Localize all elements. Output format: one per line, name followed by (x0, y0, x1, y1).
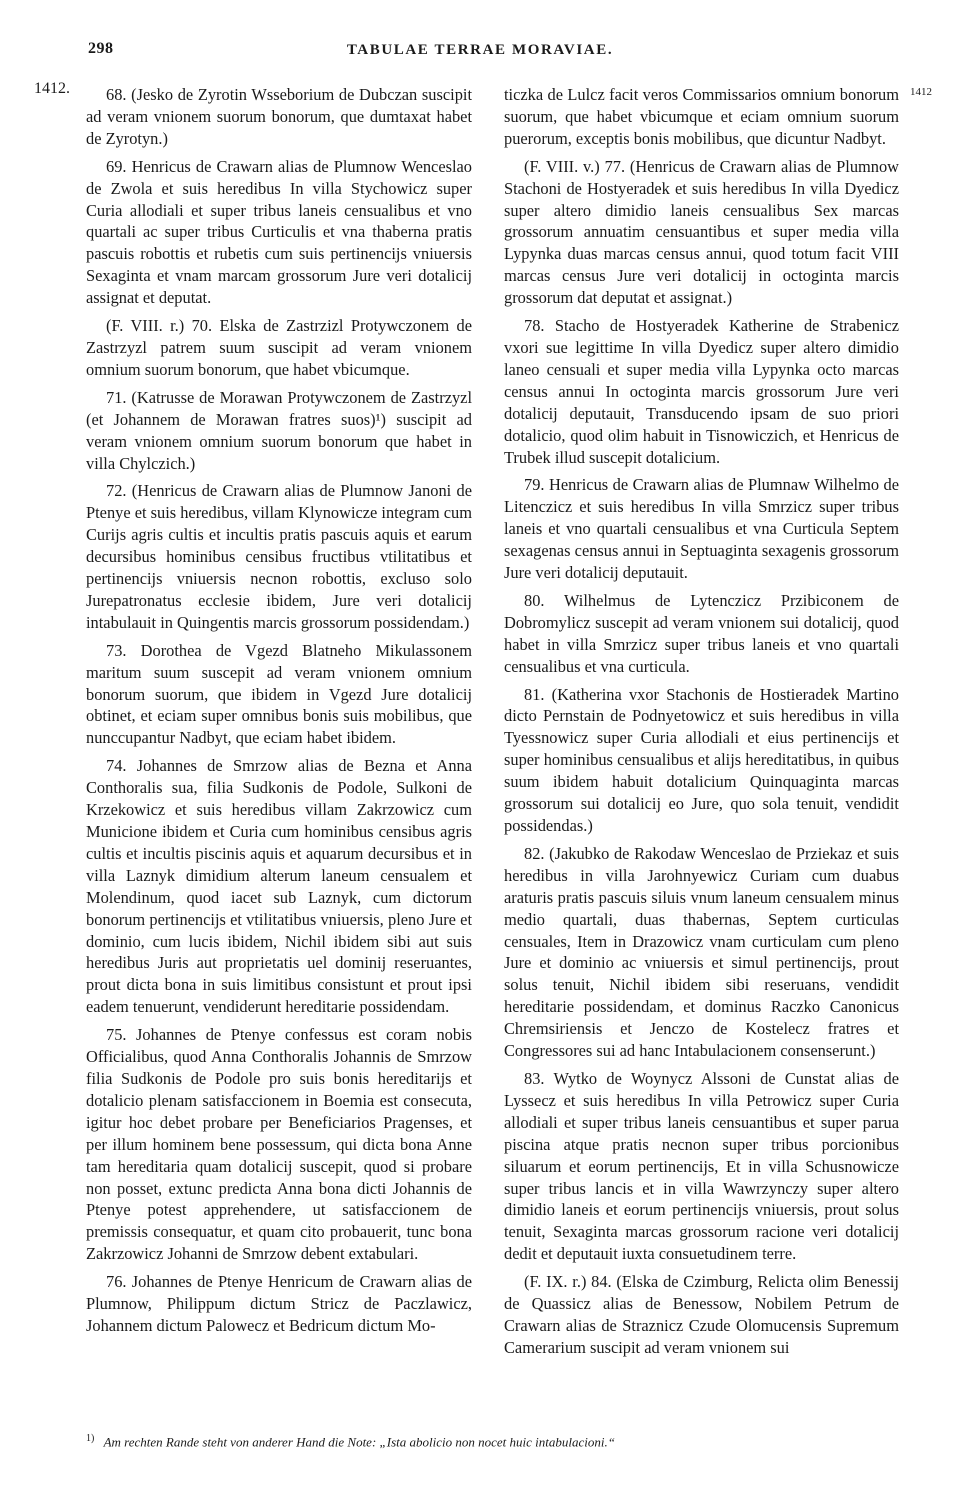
entry-paragraph: 78. Stacho de Hostyeradek Katherine de Strabenicz vxori sue legittime In villa Dyedicz super altero dimidio laneo censuali et super media villa Lypynka octo marcas census annui In octoginta marcis grossorum Jure veri dotalicij deputauit, Transducendo ipsam de suo priori dotalicio, quod olim habuit in Tisnowiczich, et Henricus de Trubek illud suscepit dotalicium. (504, 316, 899, 467)
entry-paragraph: 73. Dorothea de Vgezd Blatneho Mikulassonem maritum suum suscepit ad veram vnionem omnium bonorum suorum, que ibidem in Vgezd Jure dotalicij obtinet, et eciam super omnibus bonis suis mobilibus, que nunccupantur Nadbyt, que eciam habet ibidem. (86, 640, 472, 748)
footnote (86, 1433, 906, 1450)
entry-paragraph: 75. Johannes de Ptenye confessus est coram nobis Officialibus, quod Anna Conthoralis Johannis de Smrzow filia Sudkonis de Podole pro suis bonis hereditarijs et dotalicio plenam satisfaccionem in Boemia est consecuta, igitur hoc debet probare per Beneficiarios Pragenses, et per illum hominem bene possessum, qui dicta bona Anne tam hereditaria quam dotalicij suscepit, quod si probare non posset, extunc predicta Anna bona dicti Johannis de Ptenye potest apprehendere, ut satisfaccionem de premissis consequatur, et quam cito probauerit, tunc bona Zakrzowicz Johanni de Smrzow debent extabulari. (86, 1025, 472, 1264)
entry-paragraph: 80. Wilhelmus de Lytenczicz Przibiconem de Dobromylicz suscepit ad veram vnionem sui dotalicij, quod habet in villa Smrzicz super tribus laneis et vno quartali censualibus et vna curticula. (504, 590, 899, 676)
footnote-text: Am rechten Rande steht von anderer Hand die Note: „Ista abolicio non nocet huic intabulacioni.“ (103, 1434, 615, 1450)
entry-paragraph: 74. Johannes de Smrzow alias de Bezna et Anna Conthoralis sua, filia Sudkonis de Podole, Sulkoni de Krzekowicz et suis heredibus villam Zakrzowicz cum Municione ibidem et Curia cum hominibus censibus agris cultis et incultis piscinis aquis et aquarum decursibus et in villa Laznyk dimidium alterum laneum censualem et Molendinum, quod iacet sub Laznyk, cum dictorum bonorum pertinencijs et vtilitatibus vniuersis, pleno Jure et dominio, cum lucis ibidem, Nichil ibidem sibi aut suis heredibus Juris aut proprietatis uel dominij reseruantes, prout dicta bona in suis limitibus consistunt et prout ipsi eadem tenuerunt, vendiderunt hereditarie possidendam. (86, 756, 472, 1017)
margin-year-left: 1412. (34, 80, 70, 97)
entry-paragraph: 72. (Henricus de Crawarn alias de Plumnow Janoni de Ptenye et suis heredibus, villam Klynowicze integram cum Curijs agris cultis et incultis pratis pascuis aquis et earum decursibus hominibus censibus fructibus vtilitatibus et pertinencijs vniuersis necnon robottis, excluso solo Jurepatronatus ecclesie ibidem, Jure veri dotalicij intabulauit in Quingentis marcis grossorum possidendam.) (86, 481, 472, 632)
footnote-mark: 1) (86, 1433, 95, 1444)
entry-paragraph: 68. (Jesko de Zyrotin Wsseborium de Dubczan suscipit ad veram vnionem suorum bonorum, que dumtaxat habet de Zyrotyn.) (86, 85, 472, 148)
entry-paragraph: 83. Wytko de Woynycz Alssoni de Cunstat alias de Lyssecz et suis heredibus In villa Petrowicz super Curia allodiali et super tribus laneis censuantibus et super parua piscina atque pratis necnon super tribus porcionibus siluarum et eorum pertinencijs, Et in villa Schusnowicze super tribus lancis et in villa Wawrzynczy super altero dimidio laneis et eorum pertinencijs vniuersis, prout solus tenuit, Sexaginta marcas grossorum racione veri dotalicij dedit et deputauit iuxta consuetudinem terre. (504, 1068, 899, 1264)
entry-paragraph: 79. Henricus de Crawarn alias de Plumnaw Wilhelmo de Litenczicz et suis heredibus In villa Smrzicz super tribus laneis et vno quartali censualibus et vna Curticula Septem sexagenas census annui in Septuaginta sexagenis grossorum Jure veri dotalicij deputauit. (504, 475, 899, 583)
left-column (86, 84, 472, 1343)
entry-paragraph: 81. (Katherina vxor Stachonis de Hostieradek Martino dicto Pernstain de Podnyetowicz et suis heredibus in villa Tyessnowicz super Curia allodiali et eius pertinencijs et super hominibus censualibus et alijs hereditatibus, in quibus suum ibidem habuit dotalicium Quinquaginta marcas grossorum sui dotalicij eo Jure, quo sola tenuit, vendidit possidendas.) (504, 684, 899, 835)
right-column (504, 84, 899, 1365)
page-number: 298 (88, 40, 114, 57)
entry-paragraph: (F. VIII. v.) 77. (Henricus de Crawarn alias de Plumnow Stachoni de Hostyeradek et suis heredibus In villa Dyedicz super altero dimidio laneis censualibus Sex marcas grossorum annuatim censuantibus et super media villa Lypynka duas marcas census annui, quod totum facit VIII marcas census Jure veri dotalicij in octoginta marcis grossorum dat deputat et assignat.) (504, 156, 899, 308)
margin-year-right: 1412 (910, 86, 932, 98)
entry-paragraph: (F. IX. r.) 84. (Elska de Czimburg, Relicta olim Benessij de Quassicz alias de Benessow, Nobilem Petrum de Crawarn alias de Straznicz Czude Olomucensis Supremum Camerarium suscipit ad veram vnionem sui (504, 1272, 899, 1357)
page-header (0, 40, 960, 70)
entry-paragraph: 69. Henricus de Crawarn alias de Plumnow Wenceslao de Zwola et suis heredibus In villa Stychowicz super Curia allodiali et super tribus laneis censualibus et vno quartali ac super tribus Curticulis et vna thaberna pratis pascuis robottis et rubetis cum suis pertinencijs vniuersis Sexaginta et vnam marcam grossorum Jure veri dotalicij assignat et deputat. (86, 156, 472, 308)
entry-paragraph: 76. Johannes de Ptenye Henricum de Crawarn alias de Plumnow, Philippum dictum Stricz de Paczlawicz, Johannem dictum Palowecz et Bedricum dictum Mo- (86, 1272, 472, 1335)
entry-paragraph: (F. VIII. r.) 70. Elska de Zastrzizl Protywczonem de Zastrzyzl patrem suum suscipit ad veram vnionem omnium suorum bonorum, que habet vbicumque. (86, 316, 472, 379)
entry-paragraph: 82. (Jakubko de Rakodaw Wenceslao de Prziekaz et suis heredibus in villa Jarohnyewicz Curiam cum duabus araturis pratis pascuis siluis vnum laneum censualem minus medio quartali, duas thabernas, Septem curticulas censuales, Item in Drazowicz vnam curticulam cum pleno Jure et dominio ac vniuersis et simul pertinencijs, prout solus tenuit, Nichil ibidem sibi reseruans, vendidit hereditarie possidendam, et dominus Raczko Canonicus Chremsiriensis et Jenczo de Kostelecz fratres et Congressores sui ad hanc Intabulacionem consenserunt.) (504, 843, 899, 1061)
entry-paragraph: ticzka de Lulcz facit veros Commissarios omnium bonorum suorum, que habet vbicumque et eciam omnium suorum puerorum, exceptis bonis mobilibus, que dicuntur Nadbyt. (504, 85, 899, 148)
entry-paragraph: 71. (Katrusse de Morawan Protywczonem de Zastrzyzl (et Johannem de Morawan fratres suos)¹) suscipit ad veram vnionem omnium suorum bonorum que habet in villa Chylczich.) (86, 387, 472, 473)
running-head: TABULAE TERRAE MORAVIAE. (346, 42, 614, 58)
